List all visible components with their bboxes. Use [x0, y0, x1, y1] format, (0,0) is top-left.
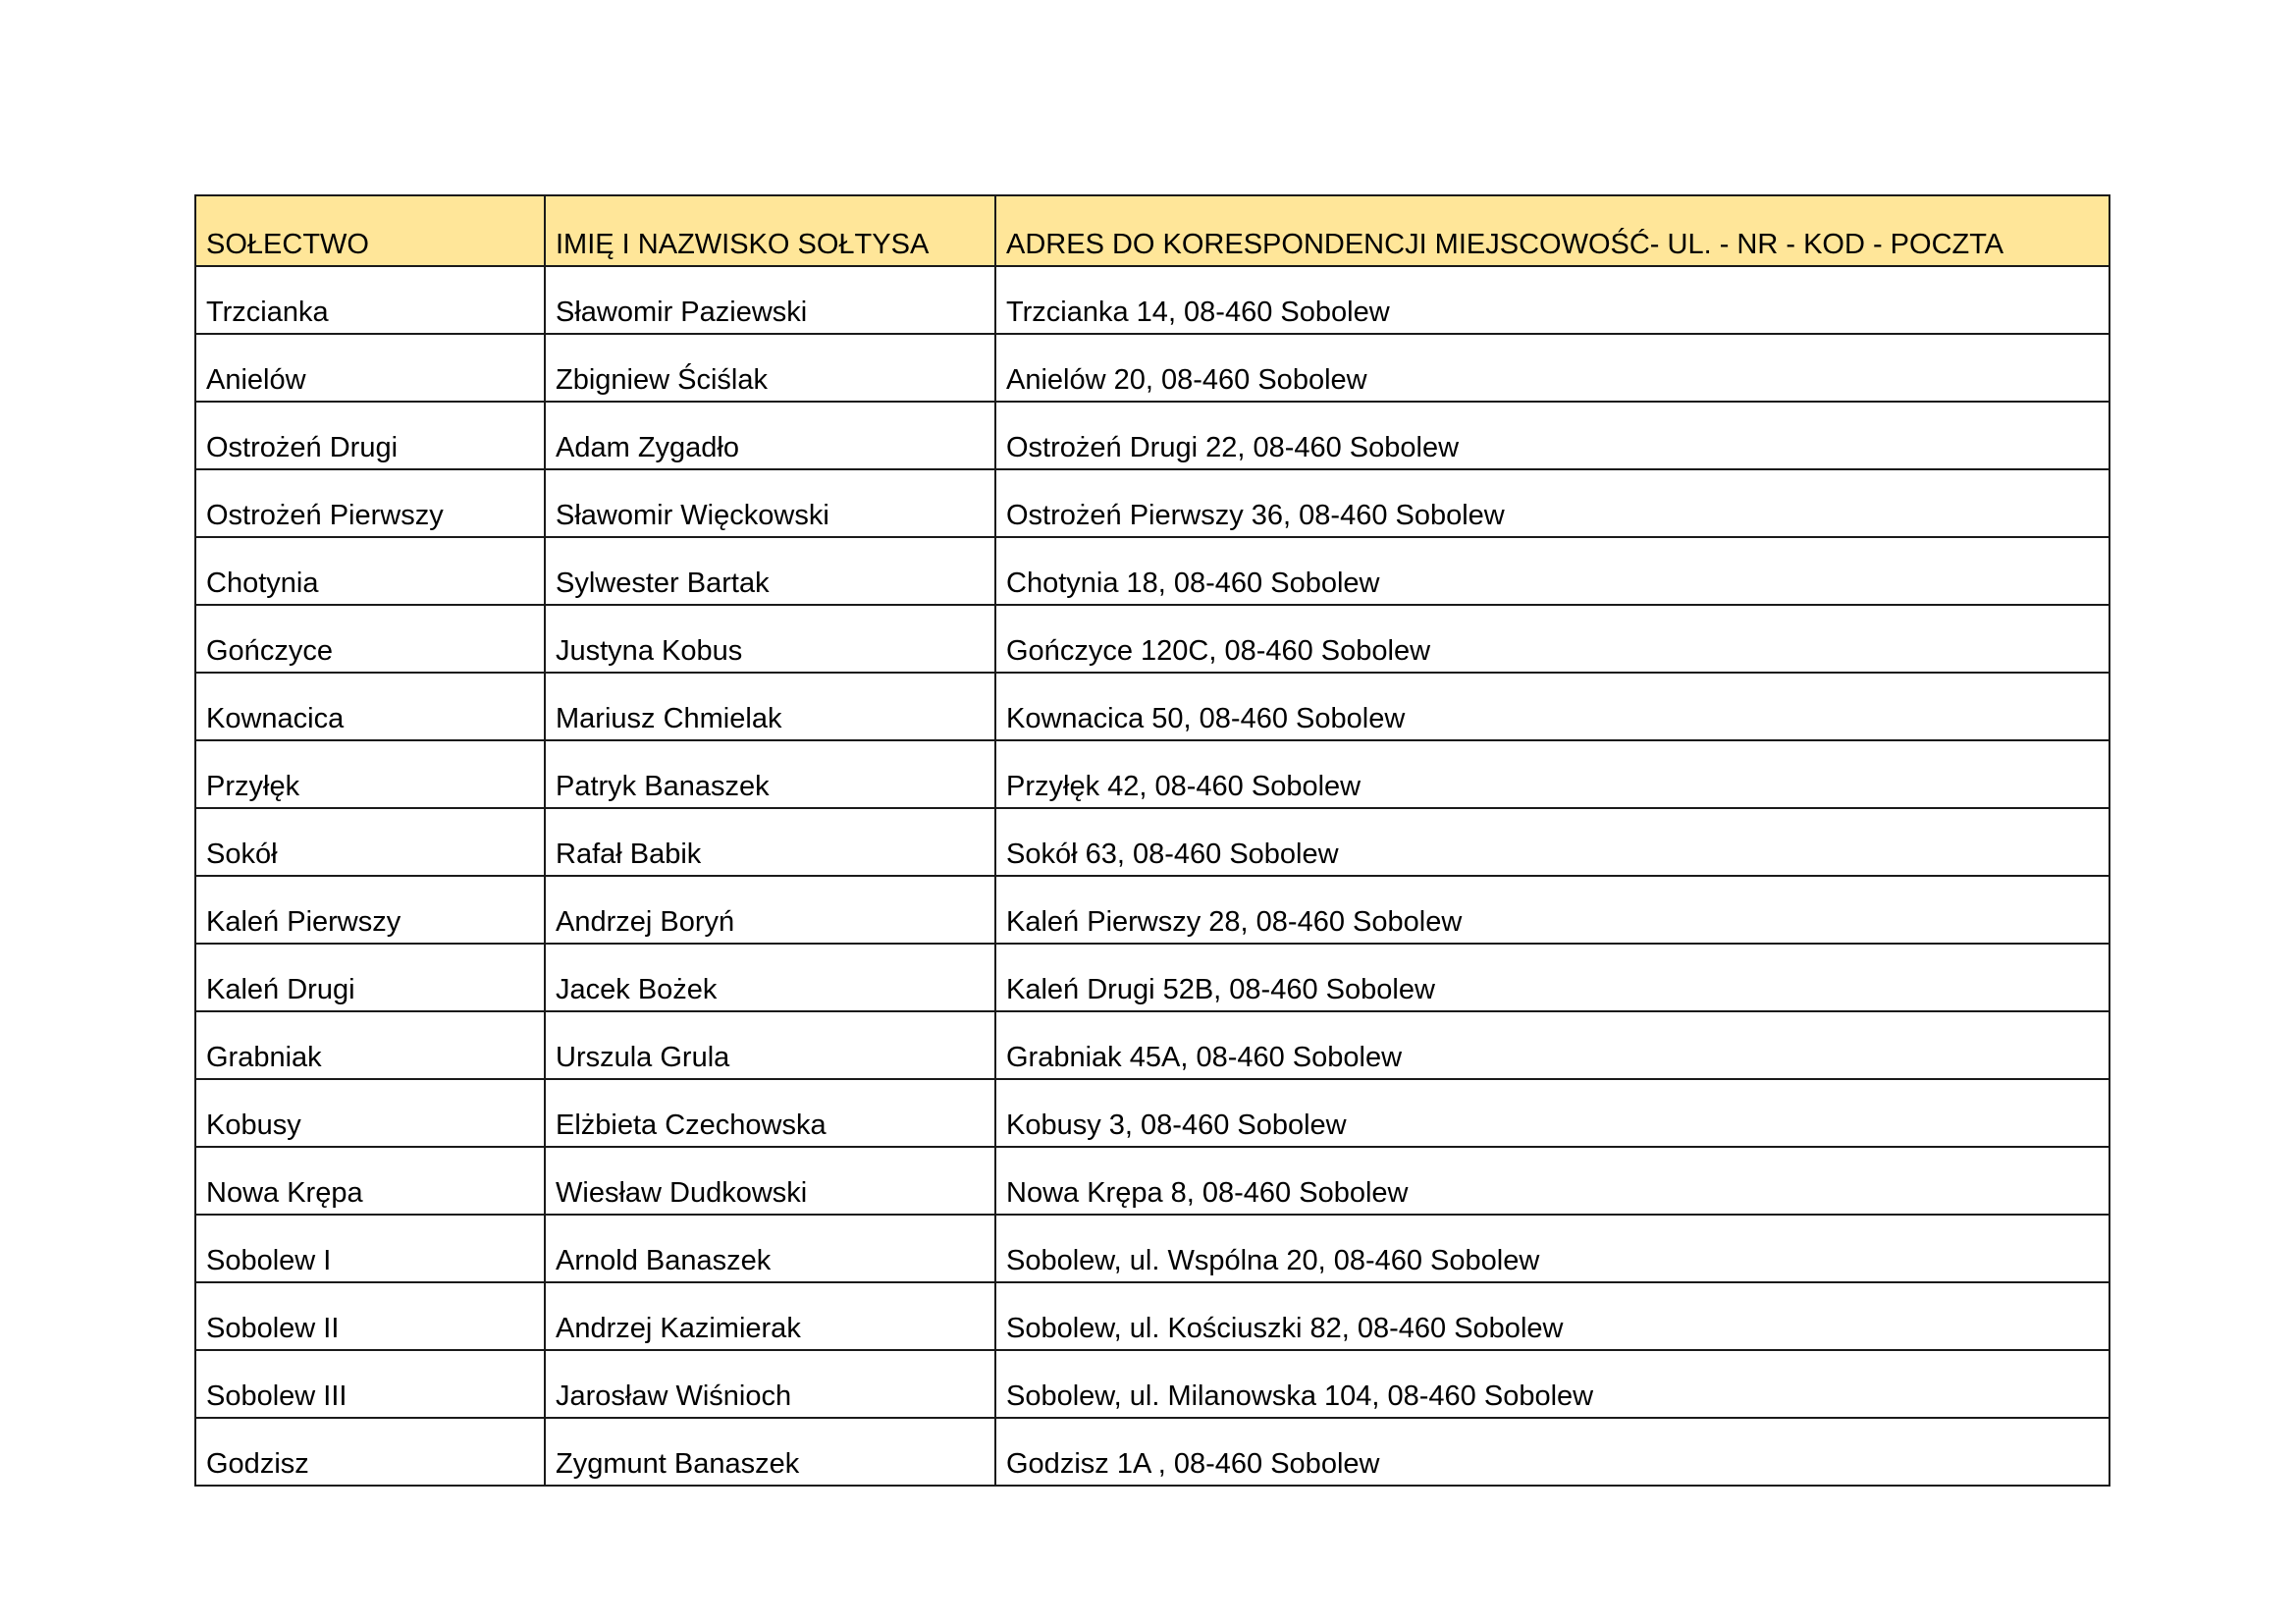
cell-soltys: Sławomir Paziewski	[545, 266, 995, 334]
table-row	[195, 1011, 2109, 1079]
cell-adres: Ostrożeń Pierwszy 36, 08-460 Sobolew	[995, 469, 2109, 537]
cell-adres: Ostrożeń Drugi 22, 08-460 Sobolew	[995, 402, 2109, 469]
cell-soltys: Zbigniew Ściślak	[545, 334, 995, 402]
cell-solectwo: Grabniak	[195, 1011, 545, 1079]
cell-solectwo: Sokół	[195, 808, 545, 876]
header-solectwo: SOŁECTWO	[195, 195, 545, 266]
cell-adres: Sobolew, ul. Milanowska 104, 08-460 Sobolew	[995, 1350, 2109, 1418]
cell-soltys: Andrzej Boryń	[545, 876, 995, 944]
cell-adres: Sokół 63, 08-460 Sobolew	[995, 808, 2109, 876]
cell-soltys: Patryk Banaszek	[545, 740, 995, 808]
cell-adres: Kaleń Drugi 52B, 08-460 Sobolew	[995, 944, 2109, 1011]
cell-solectwo: Ostrożeń Drugi	[195, 402, 545, 469]
cell-solectwo: Kobusy	[195, 1079, 545, 1147]
document-page	[194, 194, 2109, 1487]
table-row	[195, 1215, 2109, 1282]
cell-solectwo: Sobolew III	[195, 1350, 545, 1418]
cell-solectwo: Sobolew I	[195, 1215, 545, 1282]
cell-soltys: Adam Zygadło	[545, 402, 995, 469]
table-row	[195, 537, 2109, 605]
cell-adres: Godzisz 1A , 08-460 Sobolew	[995, 1418, 2109, 1486]
cell-soltys: Sławomir Więckowski	[545, 469, 995, 537]
cell-soltys: Rafał Babik	[545, 808, 995, 876]
table-row	[195, 469, 2109, 537]
cell-soltys: Andrzej Kazimierak	[545, 1282, 995, 1350]
soltysi-table	[194, 194, 2110, 1487]
cell-adres: Nowa Krępa 8, 08-460 Sobolew	[995, 1147, 2109, 1215]
table-row	[195, 1147, 2109, 1215]
table-row	[195, 266, 2109, 334]
cell-soltys: Zygmunt Banaszek	[545, 1418, 995, 1486]
cell-solectwo: Trzcianka	[195, 266, 545, 334]
table-row	[195, 740, 2109, 808]
cell-solectwo: Sobolew II	[195, 1282, 545, 1350]
table-row	[195, 1079, 2109, 1147]
cell-solectwo: Kaleń Drugi	[195, 944, 545, 1011]
cell-soltys: Urszula Grula	[545, 1011, 995, 1079]
table-row	[195, 605, 2109, 673]
header-adres: ADRES DO KORESPONDENCJI MIEJSCOWOŚĆ- UL. - NR - KOD - POCZTA	[995, 195, 2109, 266]
cell-adres: Gończyce 120C, 08-460 Sobolew	[995, 605, 2109, 673]
header-imie-nazwisko: IMIĘ I NAZWISKO SOŁTYSA	[545, 195, 995, 266]
cell-solectwo: Kownacica	[195, 673, 545, 740]
table-row	[195, 876, 2109, 944]
table-row	[195, 402, 2109, 469]
cell-adres: Sobolew, ul. Kościuszki 82, 08-460 Sobolew	[995, 1282, 2109, 1350]
table-row	[195, 1282, 2109, 1350]
cell-adres: Przyłęk 42, 08-460 Sobolew	[995, 740, 2109, 808]
cell-adres: Trzcianka 14, 08-460 Sobolew	[995, 266, 2109, 334]
cell-solectwo: Kaleń Pierwszy	[195, 876, 545, 944]
table-row	[195, 1350, 2109, 1418]
table-header-row	[195, 195, 2109, 266]
cell-adres: Kobusy 3, 08-460 Sobolew	[995, 1079, 2109, 1147]
cell-adres: Anielów 20, 08-460 Sobolew	[995, 334, 2109, 402]
table-row	[195, 1418, 2109, 1486]
table-row	[195, 808, 2109, 876]
cell-soltys: Jacek Bożek	[545, 944, 995, 1011]
table-body	[195, 266, 2109, 1486]
cell-solectwo: Przyłęk	[195, 740, 545, 808]
cell-adres: Grabniak 45A, 08-460 Sobolew	[995, 1011, 2109, 1079]
table-row	[195, 334, 2109, 402]
cell-soltys: Jarosław Wiśnioch	[545, 1350, 995, 1418]
cell-solectwo: Chotynia	[195, 537, 545, 605]
cell-soltys: Arnold Banaszek	[545, 1215, 995, 1282]
cell-soltys: Wiesław Dudkowski	[545, 1147, 995, 1215]
cell-soltys: Sylwester Bartak	[545, 537, 995, 605]
cell-adres: Kaleń Pierwszy 28, 08-460 Sobolew	[995, 876, 2109, 944]
table-row	[195, 673, 2109, 740]
cell-adres: Chotynia 18, 08-460 Sobolew	[995, 537, 2109, 605]
cell-solectwo: Godzisz	[195, 1418, 545, 1486]
cell-solectwo: Nowa Krępa	[195, 1147, 545, 1215]
cell-soltys: Justyna Kobus	[545, 605, 995, 673]
table-row	[195, 944, 2109, 1011]
cell-adres: Sobolew, ul. Wspólna 20, 08-460 Sobolew	[995, 1215, 2109, 1282]
cell-adres: Kownacica 50, 08-460 Sobolew	[995, 673, 2109, 740]
cell-soltys: Mariusz Chmielak	[545, 673, 995, 740]
cell-soltys: Elżbieta Czechowska	[545, 1079, 995, 1147]
cell-solectwo: Ostrożeń Pierwszy	[195, 469, 545, 537]
cell-solectwo: Gończyce	[195, 605, 545, 673]
cell-solectwo: Anielów	[195, 334, 545, 402]
